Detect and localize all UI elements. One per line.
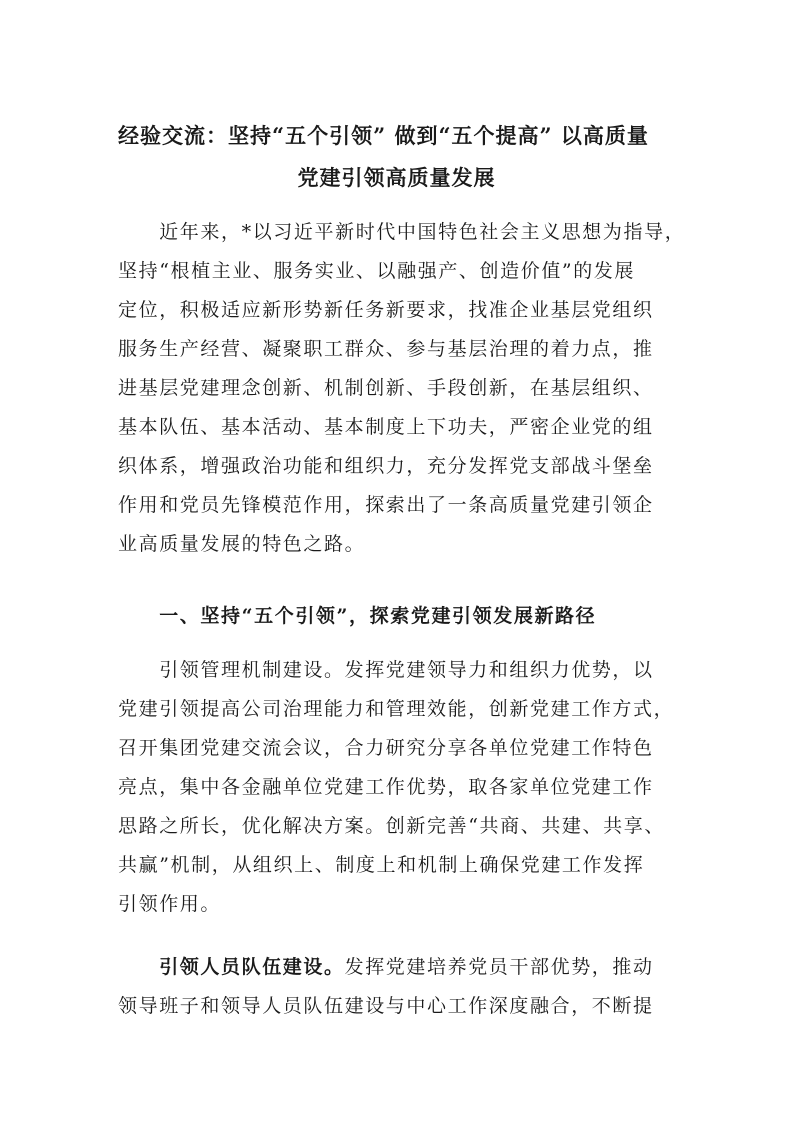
paragraph-line: 亮点，集中各金融单位党建工作优势，取各家单位党建工作: [118, 776, 654, 798]
paragraph-line: 业高质量发展的特色之路。: [118, 533, 366, 555]
section-heading: [118, 597, 676, 636]
paragraph-line: 思路之所长，优化解决方案。创新完善“共商、共建、共享、: [118, 815, 665, 837]
paragraph-line: 近年来，*以习近平新时代中国特色社会主义思想为指导，: [118, 221, 686, 243]
paragraph-line: 作用和党员先锋模范作用，探索出了一条高质量党建引领企: [118, 494, 654, 516]
section2-paragraph: [118, 948, 676, 1026]
paragraph-line: 引领作用。: [118, 893, 222, 915]
paragraph-line: 领导班子和领导人员队伍建设与中心工作深度融合，不断提: [118, 995, 654, 1017]
paragraph-line: 定位，积极适应新形势新任务新要求，找准企业基层党组织: [118, 299, 654, 321]
paragraph-line: 基本队伍、基本活动、基本制度上下功夫，严密企业党的组: [118, 416, 654, 438]
paragraph-line: 坚持“根植主业、服务实业、以融强产、创造价值”的发展: [118, 260, 636, 282]
paragraph-line: 服务生产经营、凝聚职工群众、参与基层治理的着力点，推: [118, 338, 654, 360]
paragraph-line-rest: 发挥党建培养党员干部优势，推动: [344, 956, 654, 978]
section-heading-text: 一、坚持“五个引领”，探索党建引领发展新路径: [118, 605, 597, 627]
document-title-line-2: 党建引领高质量发展: [297, 165, 496, 190]
document-title-line-1: 经验交流：坚持“五个引领” 做到“五个提高” 以高质量: [118, 123, 649, 148]
subsection-lead: 引领人员队伍建设。: [118, 956, 345, 978]
paragraph-line: [118, 948, 676, 987]
paragraph-line: 进基层党建理念创新、机制创新、手段创新，在基层组织、: [118, 377, 654, 399]
paragraph-line: 织体系，增强政治功能和组织力，充分发挥党支部战斗堡垒: [118, 455, 654, 477]
paragraph-line: 引领管理机制建设。发挥党建领导力和组织力优势，以: [118, 659, 654, 681]
intro-paragraph: [118, 213, 686, 564]
paragraph-line: 共赢”机制，从组织上、制度上和机制上确保党建工作发挥: [118, 854, 645, 876]
paragraph-line: 召开集团党建交流会议，合力研究分享各单位党建工作特色: [118, 737, 654, 759]
paragraph-line: 党建引领提高公司治理能力和管理效能，创新党建工作方式，: [118, 698, 675, 720]
section1-paragraph: [118, 651, 676, 924]
